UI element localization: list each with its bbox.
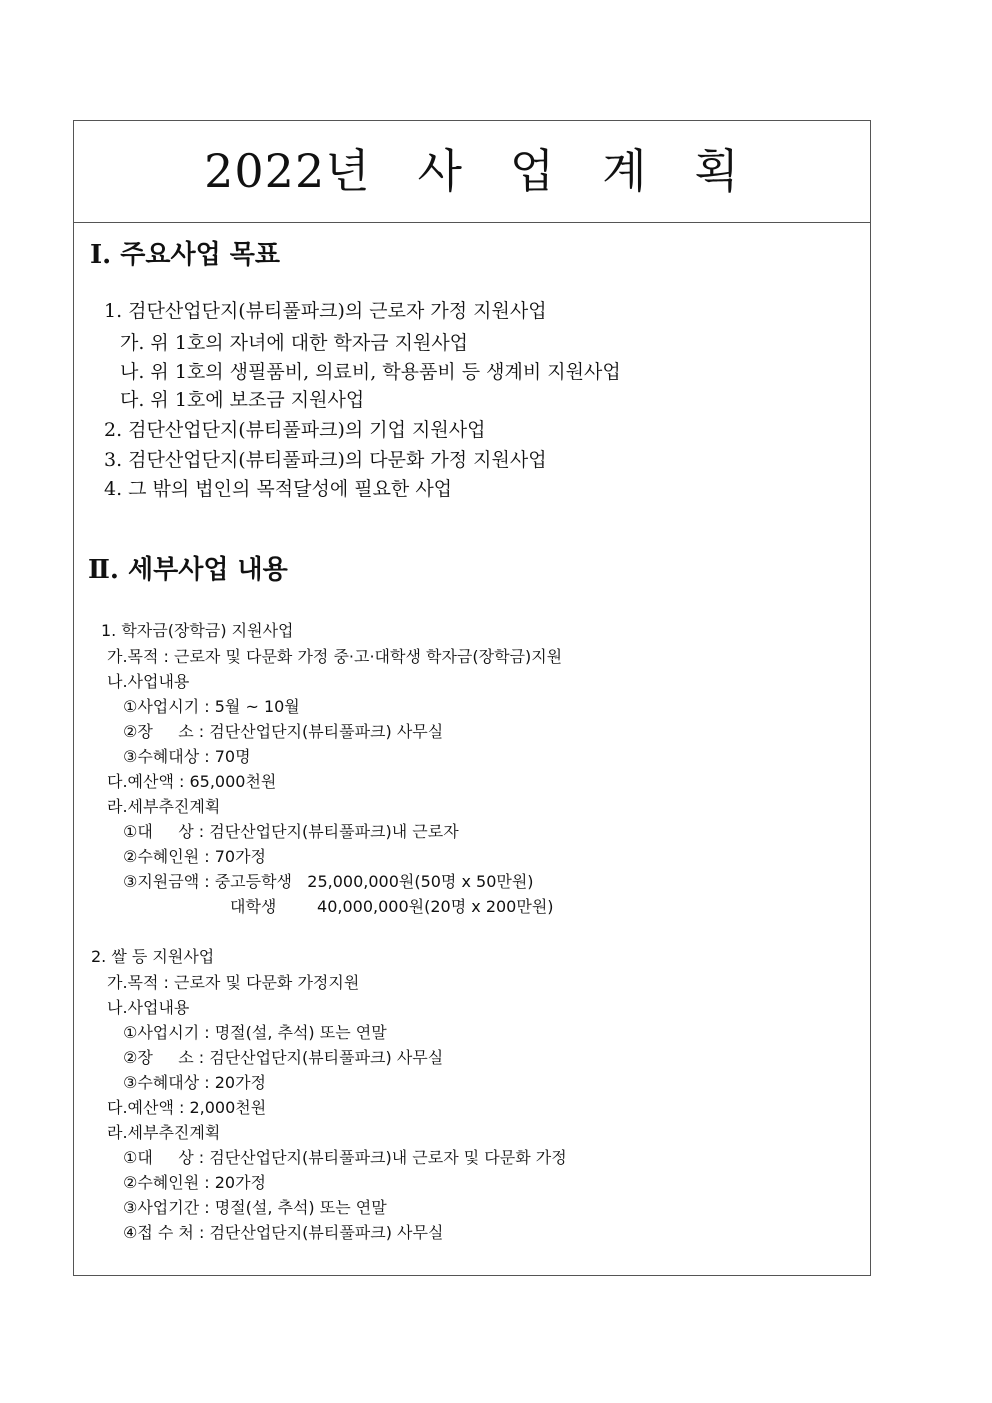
program-1-place: ②장 소 : 검단산업단지(뷰티풀파크) 사무실 bbox=[123, 722, 444, 741]
page-title: 2022년 사 업 계 획 bbox=[204, 144, 740, 198]
program-1-content-label: 나.사업내용 bbox=[107, 672, 190, 691]
program-2-place: ②장 소 : 검단산업단지(뷰티풀파크) 사무실 bbox=[123, 1048, 444, 1067]
program-1-purpose: 가.목적 : 근로자 및 다문화 가정 중·고·대학생 학자금(장학금)지원 bbox=[107, 647, 563, 666]
program-1-recipients: ②수혜인원 : 70가정 bbox=[123, 847, 267, 866]
program-2-plan-label: 라.세부추진계획 bbox=[107, 1123, 221, 1142]
program-2-reception: ④접 수 처 : 검단산업단지(뷰티풀파크) 사무실 bbox=[123, 1223, 444, 1242]
program-1-plan-label: 라.세부추진계획 bbox=[107, 797, 221, 816]
goal-item-3: 3. 검단산업단지(뷰티풀파크)의 다문화 가정 지원사업 bbox=[104, 449, 547, 471]
program-1-budget: 다.예산액 : 65,000천원 bbox=[107, 772, 277, 791]
program-2-duration: ③사업기간 : 명절(설, 추석) 또는 연말 bbox=[123, 1198, 387, 1217]
program-1-title: 1. 학자금(장학금) 지원사업 bbox=[101, 621, 294, 640]
program-1-amount: ③지원금액 : 중고등학생 25,000,000원(50명 x 50만원) bbox=[123, 872, 534, 891]
section2-heading: Ⅱ. 세부사업 내용 bbox=[88, 555, 288, 585]
program-1-subject: ①대 상 : 검단산업단지(뷰티풀파크)내 근로자 bbox=[123, 822, 459, 841]
goal-item-4: 4. 그 밖의 법인의 목적달성에 필요한 사업 bbox=[104, 478, 453, 500]
goal-subitem-ga: 가. 위 1호의 자녀에 대한 학자금 지원사업 bbox=[120, 332, 469, 354]
goal-item-1: 1. 검단산업단지(뷰티풀파크)의 근로자 가정 지원사업 bbox=[104, 300, 547, 322]
goal-subitem-na: 나. 위 1호의 생필품비, 의료비, 학용품비 등 생계비 지원사업 bbox=[120, 361, 621, 383]
program-2-purpose: 가.목적 : 근로자 및 다문화 가정지원 bbox=[107, 973, 360, 992]
program-2-subject: ①대 상 : 검단산업단지(뷰티풀파크)내 근로자 및 다문화 가정 bbox=[123, 1148, 567, 1167]
section1-heading: Ⅰ. 주요사업 목표 bbox=[90, 240, 281, 270]
program-1-target: ③수혜대상 : 70명 bbox=[123, 747, 251, 766]
program-2-title: 2. 쌀 등 지원사업 bbox=[91, 947, 215, 966]
program-1-period: ①사업시기 : 5월 ~ 10월 bbox=[123, 697, 300, 716]
title-box bbox=[74, 121, 870, 223]
program-2-budget: 다.예산액 : 2,000천원 bbox=[107, 1098, 267, 1117]
program-1-amount-university: 대학생 40,000,000원(20명 x 200만원) bbox=[230, 897, 554, 916]
program-2-content-label: 나.사업내용 bbox=[107, 998, 190, 1017]
program-2-target: ③수혜대상 : 20가정 bbox=[123, 1073, 267, 1092]
goal-subitem-da: 다. 위 1호에 보조금 지원사업 bbox=[120, 389, 365, 411]
program-2-recipients: ②수혜인원 : 20가정 bbox=[123, 1173, 267, 1192]
goal-item-2: 2. 검단산업단지(뷰티풀파크)의 기업 지원사업 bbox=[104, 419, 486, 441]
program-2-period: ①사업시기 : 명절(설, 추석) 또는 연말 bbox=[123, 1023, 387, 1042]
